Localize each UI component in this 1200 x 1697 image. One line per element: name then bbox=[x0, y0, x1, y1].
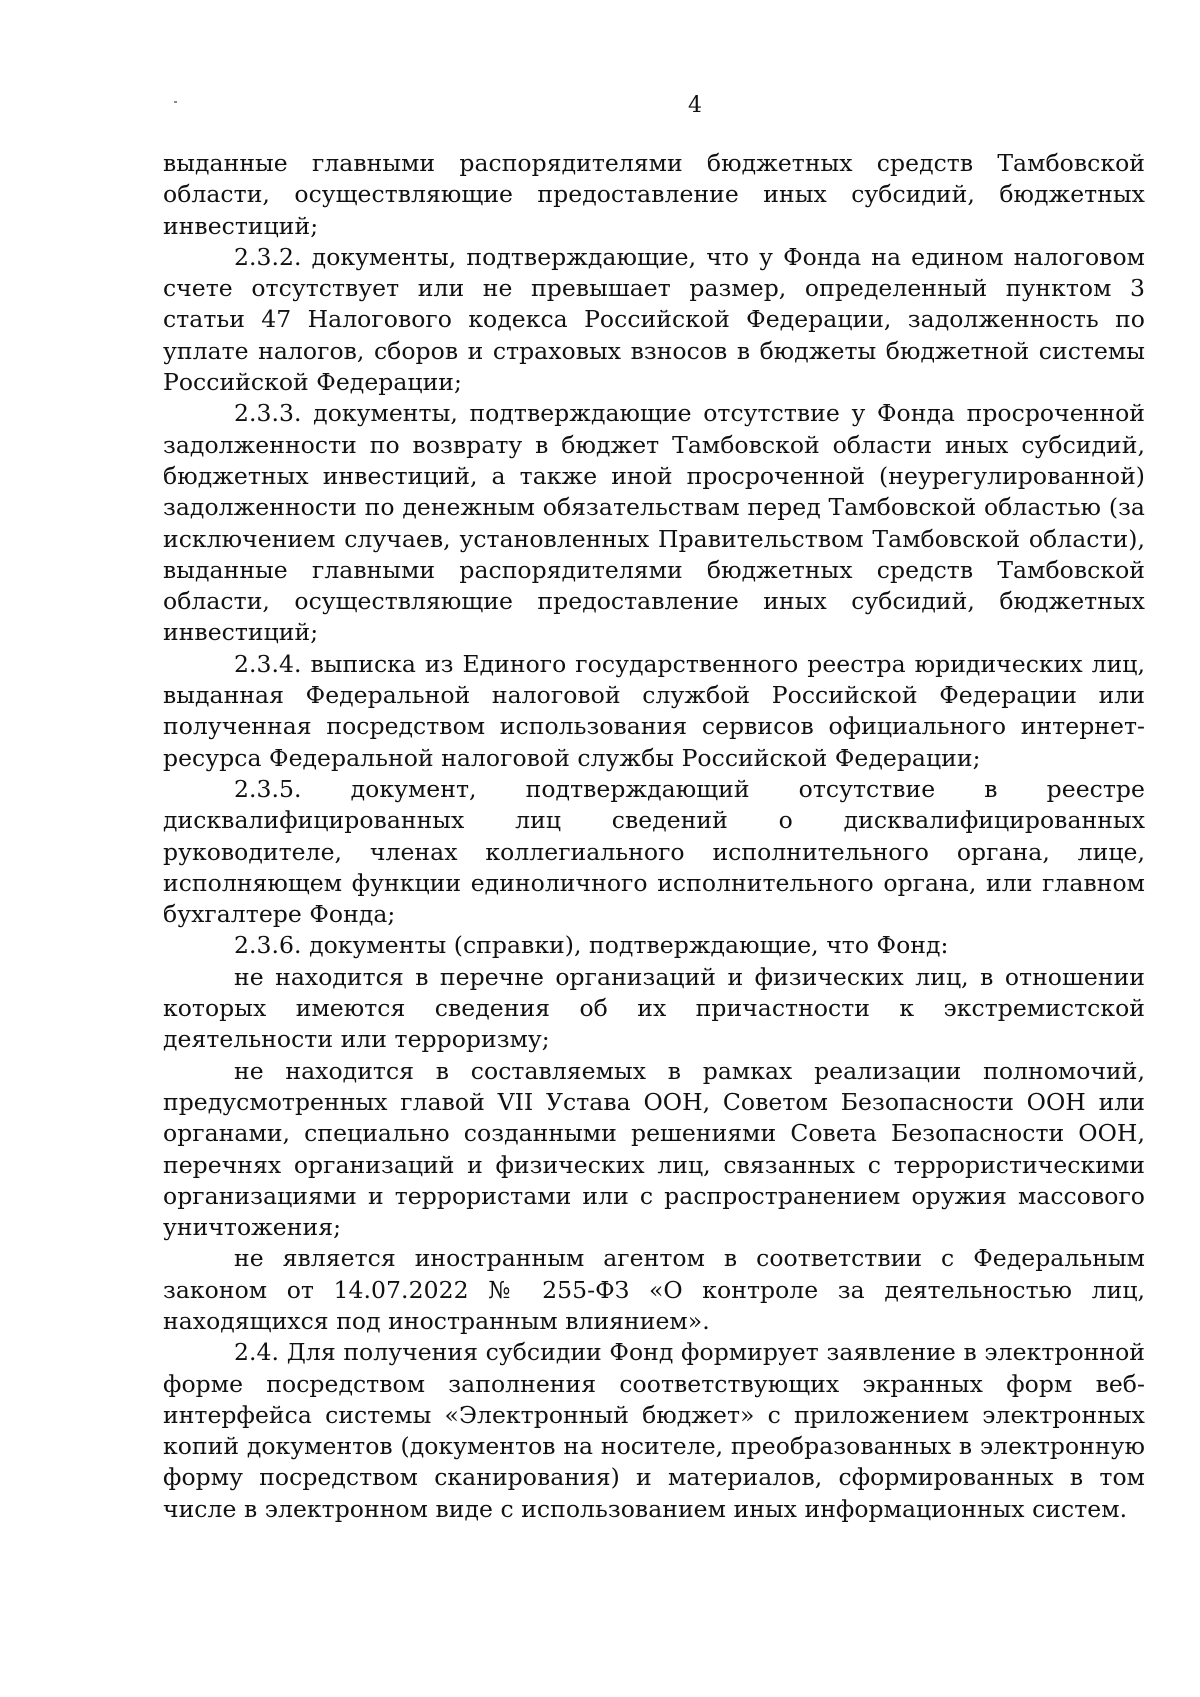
paragraph-2-3-6: 2.3.6. документы (справки), подтверждающие, что Фонд: bbox=[234, 931, 949, 960]
paragraph-2-4: 2.4. Для получения субсидии Фонд формирует заявление в электронной форме посредством заполнения соответствующих экранных форм веб-интерфейса системы «Электронный бюджет» с приложением электронных копий документов (документов на носителе, преобразованных в электронную форму посредством сканирования) и материалов, сформированных в том числе в электронном виде с использованием иных информационных систем. bbox=[163, 1338, 1145, 1523]
page-number: 4 bbox=[688, 93, 702, 118]
paragraph-2-3-5: 2.3.5. документ, подтверждающий отсутствие в реестре дисквалифицированных лиц сведений о дисквалифицированных руководителе, членах коллегиального исполнительного органа, лице, исполняющем функции единоличного исполнительного органа, или главном бухгалтере Фонда; bbox=[163, 774, 1145, 929]
paragraph-2-3-4: 2.3.4. выписка из Единого государственного реестра юридических лиц, выданная Федеральной налоговой службой Российской Федерации или полученная посредством использования сервисов официального интернет-ресурса Федеральной налоговой службы Российской Федерации; bbox=[163, 649, 1145, 772]
paragraph-2-3-3: 2.3.3. документы, подтверждающие отсутствие у Фонда просроченной задолженности по возврату в бюджет Тамбовской области иных субсидий, бюджетных инвестиций, а также иной просроченной (неурегулированной) задолженности по денежным обязательствам перед Тамбовской областью (за исключением случаев, установленных Правительством Тамбовской области), выданные главными распорядителями бюджетных средств Тамбовской области, осуществляющие предоставление иных субсидий, бюджетных инвестиций; bbox=[163, 399, 1145, 647]
paragraph-extremism-list: не находится в перечне организаций и физических лиц, в отношении которых имеются сведения об их причастности к экстремистской деятельности или терроризму; bbox=[163, 962, 1145, 1054]
paragraph-un-list: не находится в составляемых в рамках реализации полномочий, предусмотренных главой VII Устава ООН, Советом Безопасности ООН или органами, специально созданными решениями Совета Безопасности ООН, перечнях организаций и физических лиц, связанных с террористическими организациями и террористами или с распространением оружия массового уничтожения; bbox=[163, 1056, 1145, 1242]
paragraph-foreign-agent: не является иностранным агентом в соответствии с Федеральным законом от 14.07.2022 № 255-ФЗ «О контроле за деятельностью лиц, находящихся под иностранным влиянием». bbox=[163, 1244, 1145, 1335]
paragraph-2-3-2: 2.3.2. документы, подтверждающие, что у Фонда на едином налоговом счете отсутствует или не превышает размер, определенный пунктом 3 статьи 47 Налогового кодекса Российской Федерации, задолженность по уплате налогов, сборов и страховых взносов в бюджеты бюджетной системы Российской Федерации; bbox=[163, 242, 1145, 397]
document-body bbox=[163, 148, 1145, 1525]
paragraph-continuation: выданные главными распорядителями бюджетных средств Тамбовской области, осуществляющие предоставление иных субсидий, бюджетных инвестиций; bbox=[163, 149, 1145, 240]
